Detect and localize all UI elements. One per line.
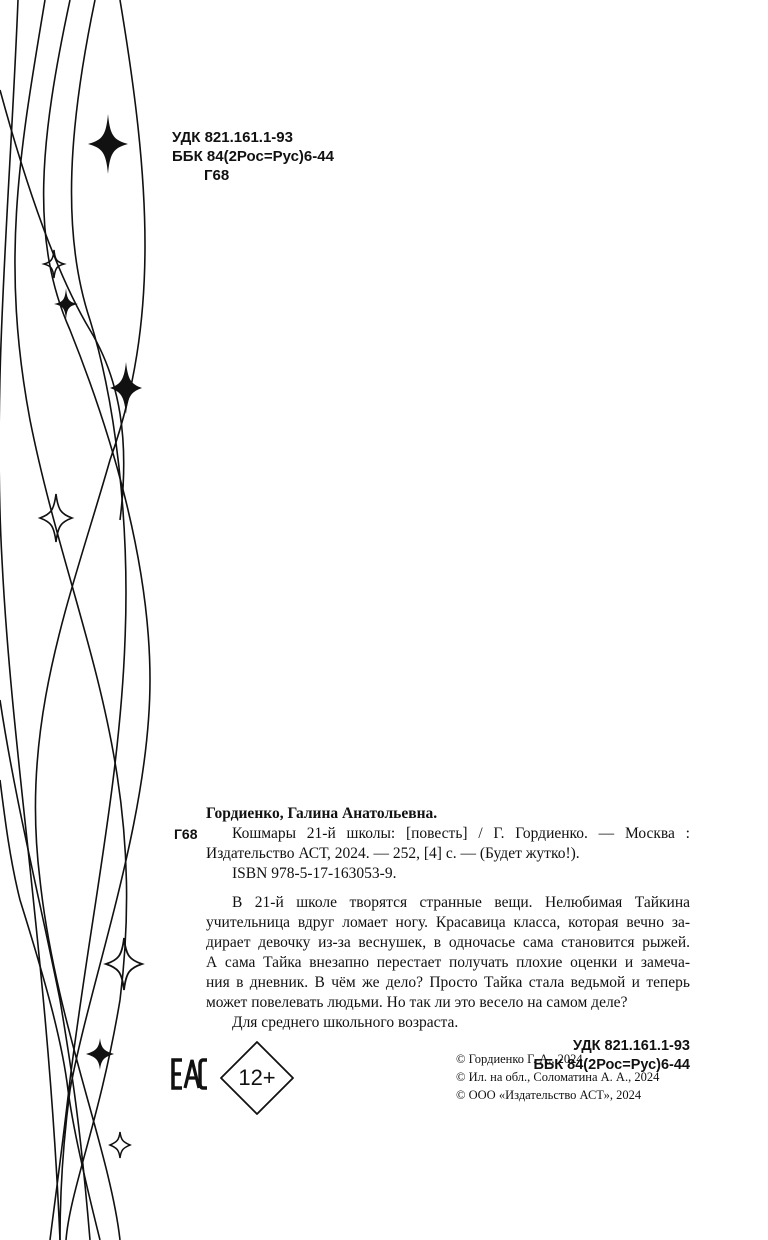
copyright-line-3: © ООО «Издательство АСТ», 2024: [456, 1088, 642, 1102]
annotation-line-4: А сама Тайка внезапно перестает получать плохие оценки и замеча-: [206, 954, 690, 971]
star-4: [110, 362, 142, 414]
title-line-2: Издательство АСТ, 2024. — 252, [4] с. — (Будет жутко!).: [206, 845, 580, 862]
annotation-line-1: В 21-й школе творятся странные вещи. Нелюбимая Тайкина: [232, 894, 690, 911]
copyright-block: [456, 1050, 659, 1104]
star-7: [86, 1038, 114, 1070]
author-mark: Г68: [204, 167, 230, 184]
annotation-line-5: ния в дневник. В чём же дело? Просто Тайка стала ведьмой и теперь: [206, 974, 690, 991]
annotation-line-3: дирает девочку из-за веснушек, в одночасье сама становится рыжей.: [206, 934, 690, 951]
isbn: ISBN 978-5-17-163053-9.: [232, 865, 397, 882]
star-8: [110, 1132, 130, 1158]
title-line-1: Кошмары 21-й школы: [повесть] / Г. Гордиенко. — Москва :: [232, 825, 690, 842]
top-classification-codes: [172, 128, 334, 185]
copyright-line-1: © Гордиенко Г. А., 2024: [456, 1052, 583, 1066]
star-1: [88, 114, 128, 174]
eac-logo: [170, 1054, 208, 1094]
decorative-curves-and-stars: [0, 0, 190, 1240]
bbk-code: ББК 84(2Рос=Рус)6-44: [172, 148, 334, 165]
author-name: Гордиенко, Галина Анатольевна.: [206, 805, 438, 822]
star-3: [54, 288, 78, 320]
copyright-line-2: © Ил. на обл., Соломатина А. А., 2024: [456, 1070, 660, 1084]
card-udk: УДК 821.161.1-93: [573, 1038, 690, 1054]
annotation-line-2: учительница вдруг ломает ногу. Красавица класса, которая вечно за-: [206, 914, 690, 931]
udk-code: УДК 821.161.1-93: [172, 129, 293, 146]
catalog-card: [174, 804, 690, 1075]
annotation-line-6: может повелевать людьми. Но так ли это весело на самом деле?: [206, 994, 628, 1011]
title-block: [174, 824, 690, 864]
star-5: [40, 494, 72, 542]
age-rating-badge: [219, 1040, 295, 1116]
age-rating-text: 12+: [238, 1065, 276, 1090]
card-bbk: ББК 84(2Рос=Рус)6-44: [533, 1057, 690, 1073]
card-author-mark: Г68: [174, 826, 198, 842]
audience: Для среднего школьного возраста.: [232, 1014, 459, 1031]
